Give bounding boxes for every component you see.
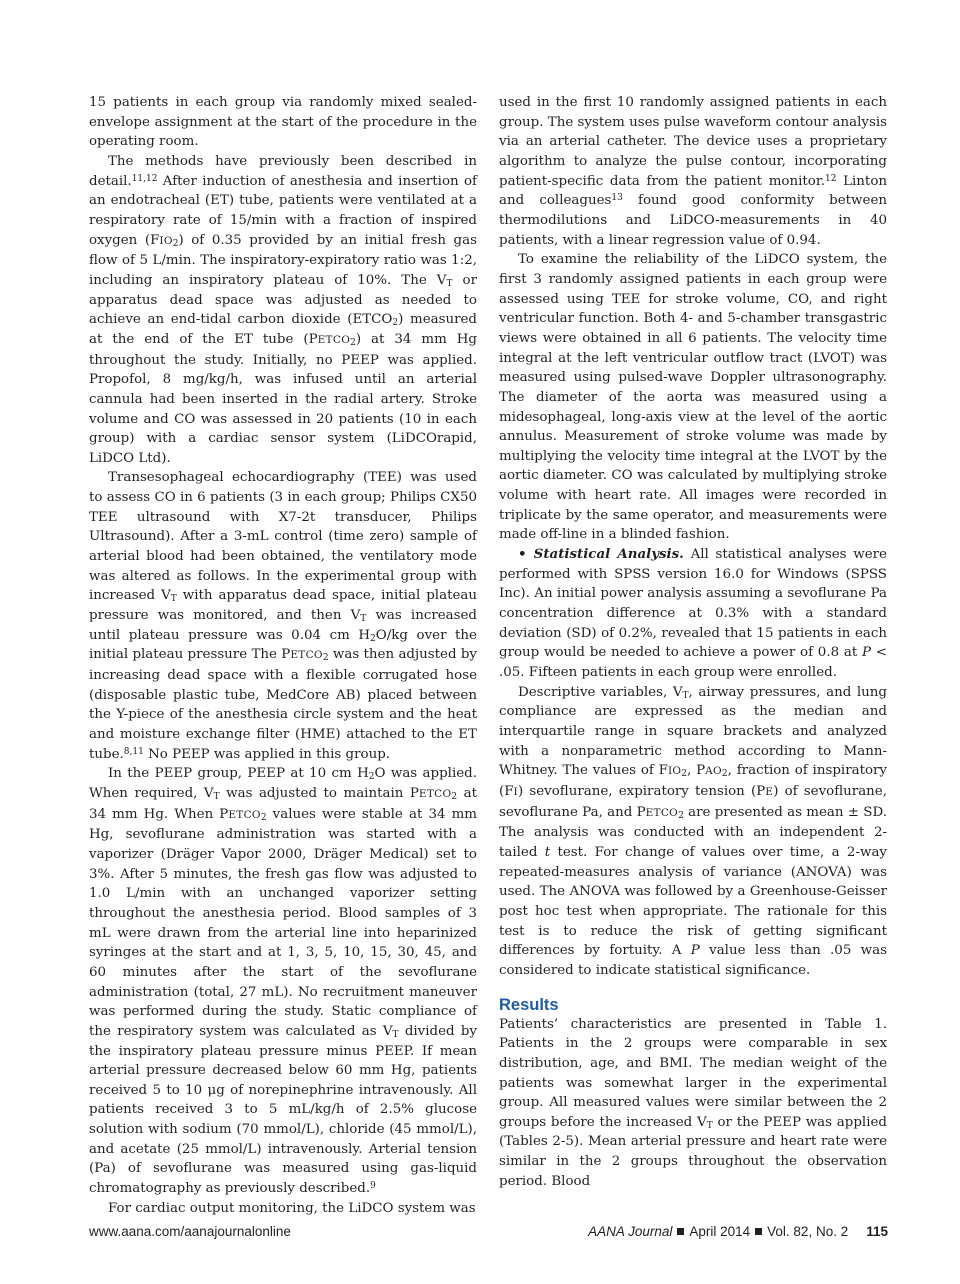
paragraph: 15 patients in each group via randomly mixed sealed-envelope assignment at the start of the procedure in the operating room. — [89, 95, 477, 150]
paragraph: In the PEEP group, PEEP at 10 cm $H_2O$ was applied. When required, $V_T$ was adjusted to maintain $PETCO_2$ at 34 mm Hg. When $PETCO_2$ values were stable at 34 mm Hg, sevoflurane administration was started with a vaporizer (Dräger Vapor 2000, Dräger Medical) set to 3%. After 5 minutes, the fresh gas flow was adjusted to 1.0 L/min with an unchanged vaporizer setting throughout the anesthesia period. Blood samples of 3 mL were drawn from the arterial line into heparinized syringes at the start and at 1, 3, 5, 10, 15, 30, 45, and 60 minutes after the start of the sevoflurane administration (total, 27 mL). No recruitment maneuver was performed during the study. Static compliance of the respiratory system was calculated as $V_T$ divided by the inspiratory plateau pressure minus PEEP. If mean arterial pressure decreased below 60 mm Hg, patients received 5 to 10 μg of norepinephrine intravenously. All patients received 3 to 5 mL/kg/h of 2.5% glucose solution with sodium (70 mmol/L), chloride (45 mmol/L), and acetate (25 mmol/L) intravenously. Arterial tension (Pa) of sevoflurane was measured using gas-liquid chromatography as previously described.$^9$ — [89, 766, 477, 1197]
reference-citation: 9 — [370, 1181, 376, 1192]
reference-citation: 13 — [611, 193, 623, 204]
issue-date: April 2014 — [689, 1224, 751, 1239]
left-column — [89, 93, 477, 1218]
journal-name: AANA Journal — [588, 1224, 673, 1239]
paragraph: For cardiac output monitoring, the LiDCO system was — [108, 1200, 476, 1216]
paragraph: Descriptive variables, $V_T$, airway pressures, and lung compliance are expressed as the median and interquartile range in square brackets and analyzed with a nonparametric method according to Mann-Whitney. The values of $FIO_2$, $PAO_2$, fraction of inspiratory (FI) sevoflurane, expiratory tension (PE) of sevoflurane, sevoflurane Pa, and $PETCO_2$ are presented as mean ± SD. The analysis was conducted with an independent 2-tailed t test. For change of values over time, a 2-way repeated-measures analysis of variance (ANOVA) was used. The ANOVA was followed by a Greenhouse-Geisser post hoc test when appropriate. The rationale for this test is to reduce the risk of getting significant differences by fortuity. A P value less than .05 was considered to indicate statistical significance. — [499, 684, 888, 978]
journal-citation — [588, 1222, 888, 1242]
journal-url[interactable]: www.aana.com/aanajournalonline — [89, 1224, 291, 1239]
paragraph: Transesophageal echocardiography (TEE) was used to assess CO in 6 patients (3 in each group; Philips CX50 TEE ultrasound with X7-2t transducer, Philips Ultrasound). After a 3-mL control (time zero) sample of arterial blood had been obtained, the ventilatory mode was altered as follows. In the experimental group with increased $V_T$ with apparatus dead space, initial plateau pressure was monitored, and then $V_T$ was increased until plateau pressure was 0.04 cm $H_2O/kg$ over the initial plateau pressure The $PETCO_2$ was then adjusted by increasing dead space with a flexible corrugated hose (disposable plastic tube, MedCore AB) placed between the Y-piece of the anesthesia circle system and the heat and moisture exchange filter (HME) attached to the ET tube.$^{8,11}$ No PEEP was applied in this group. — [89, 470, 477, 762]
paragraph: To examine the reliability of the LiDCO system, the first 3 randomly assigned patients in each group were assessed using TEE for stroke volume, CO, and right ventricular function. Both 4- and 5-chamber transgastric views were obtained in all 6 patients. The velocity time integral at the left ventricular outflow tract (LVOT) was measured using pulsed-wave Doppler ultrasonography. The diameter of the aorta was measured using a midesophageal, long-axis view at the level of the aortic annulus. Measurement of stroke volume was made by multiplying the velocity time integral at the LVOT by the aortic diameter. CO was calculated by multiplying stroke volume with heart rate. All images were recorded in triplicate by the same operator, and measurements were made off-line in a blinded fashion. — [499, 252, 887, 543]
page-footer — [89, 1222, 888, 1242]
square-bullet-icon — [677, 1228, 684, 1235]
reference-citation: 11,12 — [131, 173, 158, 184]
page-number: 115 — [866, 1224, 888, 1239]
paragraph: used in the first 10 randomly assigned patients in each group. The system uses pulse waveform contour analysis via an arterial catheter. The device uses a proprietary algorithm to analyze the pulse contour, incorporating patient-specific data from the patient monitor.$^{12}$ Linton and colleagues$^{13}$ found good conformity between thermodilutions and LiDCO-measurements in 40 patients, with a linear regression value of 0.94. — [499, 95, 888, 248]
paragraph: Patients’ characteristics are presented in Table 1. Patients in the 2 groups were comparable in sex distribution, age, and BMI. The median weight of the patients was somewhat larger in the experimental group. All measured values were similar between the 2 groups before the increased $V_T$ or the PEEP was applied (Tables 2-5). Mean arterial pressure and heart rate were similar in the 2 groups throughout the observation period. Blood — [499, 1016, 887, 1189]
results-heading: Results — [499, 995, 559, 1014]
reference-citation: 8,11 — [123, 746, 144, 757]
square-bullet-icon — [755, 1228, 762, 1235]
right-column — [499, 93, 887, 1191]
paragraph: The methods have previously been described in detail.$^{11,12}$ After induction of anesthesia and insertion of an endotracheal (ET) tube, patients were ventilated at a respiratory rate of 15/min with a fraction of inspired oxygen $(FIO_2)$ of 0.35 provided by an initial fresh gas flow of 5 L/min. The inspiratory-expiratory ratio was 1:2, including an inspiratory plateau of 10%. The $V_T$ or apparatus dead space was adjusted as needed to achieve an end-tidal carbon dioxide $(ETCO_2)$ measured at the end of the ET tube $(PETCO_2)$ at 34 mm Hg throughout the study. Initially, no PEEP was applied. Propofol, 8 mg/kg/h, was infused until an arterial cannula had been inserted in the radial artery. Stroke volume and CO was assessed in 20 patients (10 in each group) with a cardiac sensor system (LiDCOrapid, LiDCO Ltd). — [89, 153, 478, 466]
reference-citation: 12 — [825, 173, 837, 184]
paragraph: • Statistical Analysis. All statistical analyses were performed with SPSS version 16.0 for Windows (SPSS Inc). An initial power analysis assuming a sevoflurane Pa concentration difference at 0.3% with a standard deviation (SD) of 0.2%, revealed that 15 patients in each group would be needed to achieve a power of 0.8 at P < .05. Fifteen patients in each group were enrolled. — [499, 546, 887, 681]
volume-issue: Vol. 82, No. 2 — [767, 1224, 849, 1239]
section-subheading: • Statistical Analysis. — [518, 546, 684, 563]
